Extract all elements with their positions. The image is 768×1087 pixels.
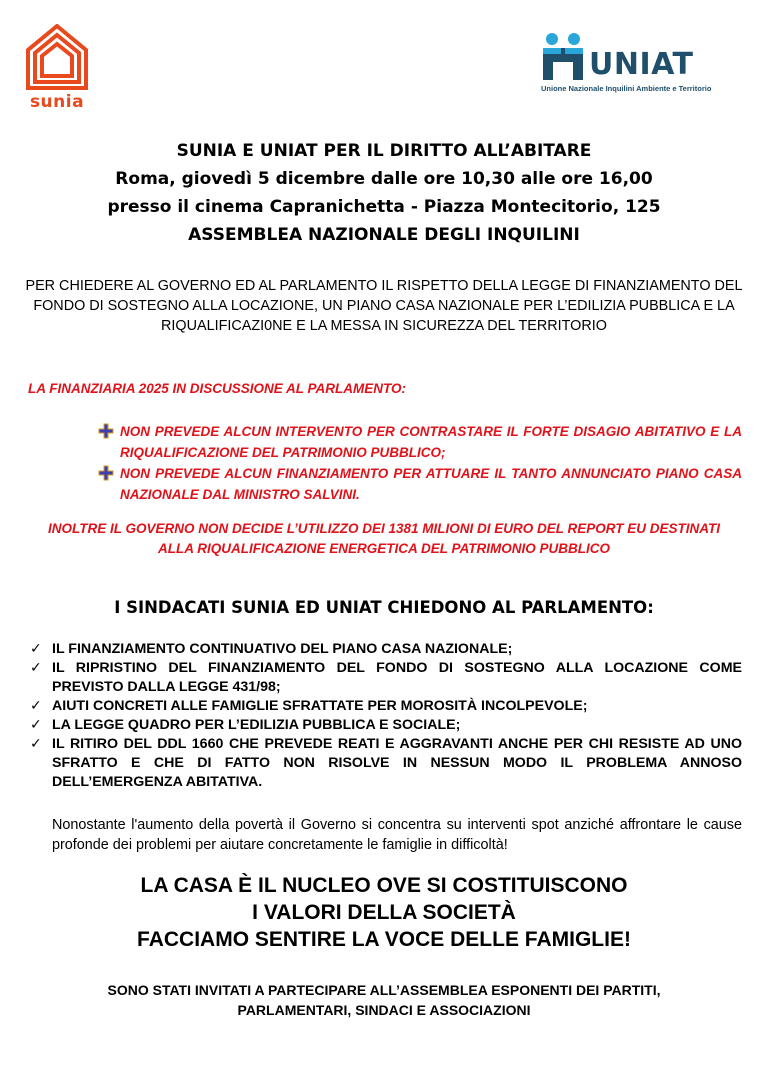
list-item: ✓ LA LEGGE QUADRO PER L’EDILIZIA PUBBLICA E SOCIALE; (30, 717, 461, 733)
slogan-line-2: I VALORI DELLA SOCIETÀ (252, 901, 516, 924)
chiedono-heading: I SINDACATI SUNIA ED UNIAT CHIEDONO AL PARLAMENTO: (114, 598, 654, 617)
list-item (96, 463, 742, 505)
uniat-wordmark: UNIAT (589, 47, 694, 82)
slogan-line-3: FACCIAMO SENTIRE LA VOCE DELLE FAMIGLIE! (137, 928, 631, 951)
slogan (0, 872, 768, 953)
check-icon: ✓ (30, 641, 42, 657)
list-item: ✓ IL RITIRO DEL DDL 1660 CHE PREVEDE REATI E AGGRAVANTI ANCHE PER CHI RESISTE AD UNO SFRATTO E CHE DI FATTO NON RISOLVE IN NESSUN MODO IL PROBLEMA ANNOSO DELL’EMERGENZA ABITATIVA. (30, 736, 742, 790)
inoltre-paragraph: INOLTRE IL GOVERNO NON DECIDE L’UTILIZZO DEI 1381 MILIONI DI EURO DEL REPORT EU DESTINATI ALLA RIQUALIFICAZIONE ENERGETICA DEL PATRIMONIO PUBBLICO (47, 521, 721, 556)
chiedono-list (30, 640, 742, 792)
uniat-people-icon (541, 32, 585, 80)
nonostante-paragraph: Nonostante l'aumento della povertà il Governo si concentra su interventi spot anziché affrontare le cause profonde dei problemi per aiutare concretamente le famiglie in difficoltà! (52, 817, 742, 853)
sunia-logo (26, 24, 88, 110)
sunia-house-icon (26, 24, 88, 90)
uniat-logo (541, 32, 721, 98)
check-icon: ✓ (30, 717, 42, 733)
list-item: ✓ AIUTI CONCRETI ALLE FAMIGLIE SFRATTATE PER MOROSITÀ INCOLPEVOLE; (30, 698, 588, 714)
check-icon: ✓ (30, 736, 42, 752)
page-title (0, 137, 768, 249)
check-icon: ✓ (30, 660, 42, 676)
list-item: ✓ IL RIPRISTINO DEL FINANZIAMENTO DEL FONDO DI SOSTEGNO ALLA LOCAZIONE COME PREVISTO DALLA LEGGE 431/98; (30, 660, 742, 695)
footer-line-1: SONO STATI INVITATI A PARTECIPARE ALL’ASSEMBLEA ESPONENTI DEI PARTITI, (107, 982, 661, 998)
bullet-text: NON PREVEDE ALCUN INTERVENTO PER CONTRASTARE IL FORTE DISAGIO ABITATIVO E LA RIQUALIFICAZIONE DEL PATRIMONIO PUBBLICO; (120, 424, 742, 460)
finanziaria-heading: LA FINANZIARIA 2025 IN DISCUSSIONE AL PARLAMENTO: (28, 381, 407, 396)
footer-invitation (20, 980, 748, 1020)
bullet-text: NON PREVEDE ALCUN FINANZIAMENTO PER ATTUARE IL TANTO ANNUNCIATO PIANO CASA NAZIONALE DAL MINISTRO SALVINI. (120, 466, 742, 502)
plus-bullet-icon (98, 423, 114, 445)
title-line-2: Roma, giovedì 5 dicembre dalle ore 10,30 alle ore 16,00 (115, 169, 653, 189)
footer-line-2: PARLAMENTARI, SINDACI E ASSOCIAZIONI (237, 1002, 531, 1018)
plus-bullet-icon (98, 465, 114, 487)
finanziaria-bullets (96, 421, 742, 505)
uniat-tagline: Unione Nazionale Inquilini Ambiente e Territorio (541, 84, 712, 93)
title-line-3: presso il cinema Capranichetta - Piazza Montecitorio, 125 (107, 197, 661, 217)
title-line-4: ASSEMBLEA NAZIONALE DEGLI INQUILINI (188, 225, 580, 245)
list-item: ✓ IL FINANZIAMENTO CONTINUATIVO DEL PIANO CASA NAZIONALE; (30, 641, 513, 657)
title-line-1: SUNIA E UNIAT PER IL DIRITTO ALL’ABITARE (176, 141, 592, 161)
slogan-line-1: LA CASA È IL NUCLEO OVE SI COSTITUISCONO (140, 874, 628, 897)
list-item (96, 421, 742, 463)
check-icon: ✓ (30, 698, 42, 714)
intro-paragraph: PER CHIEDERE AL GOVERNO ED AL PARLAMENTO IL RISPETTO DELLA LEGGE DI FINANZIAMENTO DEL FONDO DI SOSTEGNO ALLA LOCAZIONE, UN PIANO CASA NAZIONALE PER L’EDILIZIA PUBBLICA E LA RIQUALIFICAZI0NE E LA MESSA IN SICUREZZA DEL TERRITORIO (25, 278, 743, 334)
sunia-wordmark: sunia (29, 92, 85, 112)
